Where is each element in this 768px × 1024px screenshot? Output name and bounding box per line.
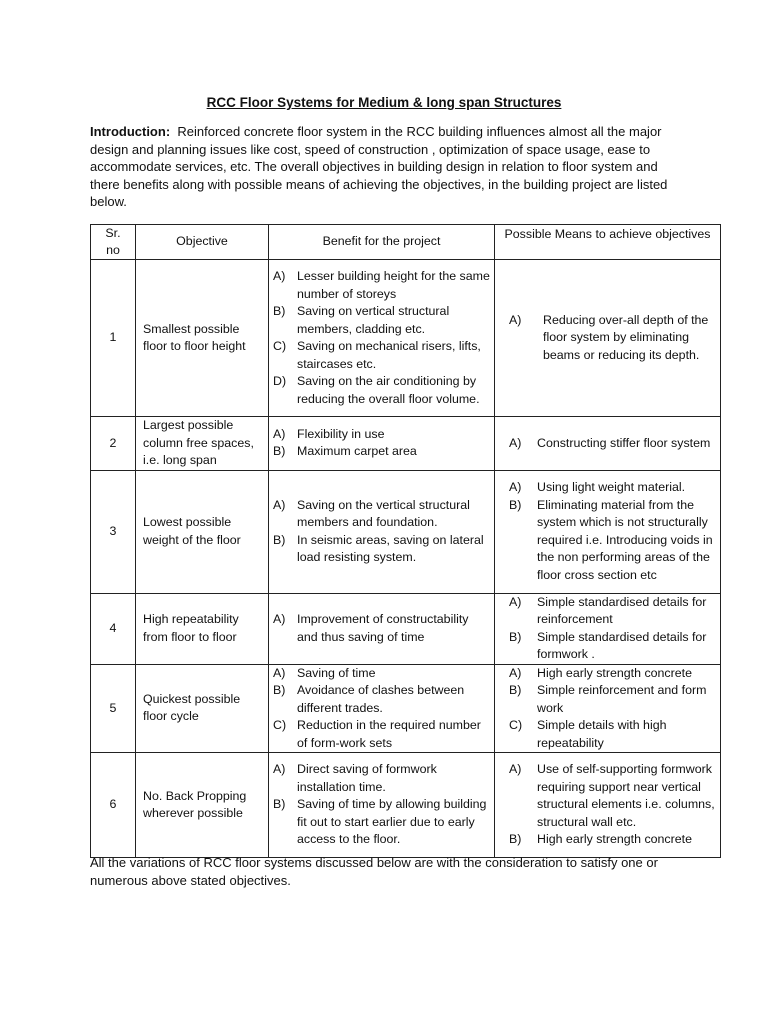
list-item — [509, 479, 718, 497]
list-marker: A) — [273, 497, 286, 512]
list-item — [273, 443, 492, 461]
row-sr-no: 4 — [91, 593, 136, 664]
row-sr-no: 3 — [91, 470, 136, 593]
table-row — [91, 470, 721, 593]
list-marker: B) — [509, 683, 522, 697]
table-header-row — [91, 225, 721, 260]
row-objective: Lowest possible weight of the floor — [136, 470, 269, 593]
list-text: Reduction in the required number of form-work sets — [297, 718, 481, 750]
header-objective: Objective — [136, 225, 269, 260]
list-text: Saving of time by allowing building fit out to start earlier due to early access to the floor. — [297, 797, 487, 847]
header-sr-line2: no — [106, 243, 120, 257]
list-text: Simple reinforcement and form work — [537, 683, 707, 715]
list-marker: A) — [509, 312, 522, 327]
row-benefits — [269, 753, 495, 858]
row-benefits — [269, 664, 495, 753]
row-benefits — [269, 260, 495, 417]
list-item — [509, 831, 718, 849]
table-row — [91, 260, 721, 417]
list-text: Saving on the air conditioning by reducing the overall floor volume. — [297, 374, 480, 406]
row-sr-no: 5 — [91, 664, 136, 753]
list-text: Maximum carpet area — [297, 444, 417, 459]
list-item — [273, 665, 492, 683]
header-sr-no — [91, 225, 136, 260]
list-text: Saving of time — [297, 665, 376, 680]
list-marker: A) — [509, 480, 522, 494]
list-item — [509, 497, 718, 585]
list-marker: D) — [273, 374, 287, 388]
table-body — [91, 260, 721, 858]
row-means — [495, 664, 721, 753]
list-text: Constructing stiffer floor system — [537, 435, 711, 450]
list-item — [509, 761, 718, 831]
list-marker: A) — [509, 435, 522, 450]
list-text: Simple details with high repeatability — [537, 718, 667, 750]
list-marker: B) — [273, 444, 286, 459]
list-marker: B) — [509, 629, 522, 644]
list-marker: A) — [273, 762, 286, 777]
table-row — [91, 753, 721, 858]
list-marker: A) — [273, 612, 286, 626]
list-text: Simple standardised details for reinforcement — [537, 594, 707, 626]
row-means — [495, 260, 721, 417]
list-text: High early strength concrete — [537, 665, 692, 680]
list-item — [509, 594, 718, 629]
list-marker: B) — [509, 497, 522, 512]
row-objective: High repeatability from floor to floor — [136, 593, 269, 664]
list-item — [509, 435, 718, 453]
row-objective: Largest possible column free spaces, i.e. long span — [136, 417, 269, 471]
row-sr-no: 1 — [91, 260, 136, 417]
list-marker: A) — [273, 426, 286, 441]
list-text: Saving on vertical structural members, cladding etc. — [297, 304, 450, 336]
list-marker: A) — [509, 594, 522, 609]
row-sr-no: 2 — [91, 417, 136, 471]
list-marker: A) — [509, 762, 522, 777]
list-marker: B) — [509, 832, 522, 847]
list-marker: A) — [273, 269, 286, 283]
objectives-table — [90, 224, 721, 858]
row-objective: No. Back Propping wherever possible — [136, 753, 269, 858]
list-item — [509, 312, 718, 365]
list-item — [273, 717, 492, 752]
list-item — [509, 717, 718, 752]
list-item — [509, 665, 718, 683]
row-objective: Quickest possible floor cycle — [136, 664, 269, 753]
list-item — [273, 682, 492, 717]
list-item — [273, 796, 492, 849]
list-marker: A) — [509, 665, 522, 680]
list-text: Using light weight material. — [537, 480, 686, 494]
list-marker: C) — [273, 718, 287, 732]
table-row — [91, 593, 721, 664]
row-sr-no: 6 — [91, 753, 136, 858]
list-text: Improvement of constructability and thus saving of time — [297, 612, 469, 644]
table-row — [91, 664, 721, 753]
list-item — [273, 497, 492, 532]
list-item — [273, 426, 492, 444]
list-item — [509, 682, 718, 717]
page-title: RCC Floor Systems for Medium & long span Structures — [206, 95, 562, 110]
header-means: Possible Means to achieve objectives — [495, 225, 721, 260]
list-marker: C) — [509, 718, 523, 732]
row-benefits — [269, 417, 495, 471]
row-means — [495, 593, 721, 664]
list-marker: B) — [273, 532, 286, 547]
list-item — [509, 629, 718, 664]
list-text: Saving on the vertical structural members and foundation. — [297, 497, 470, 529]
list-text: Flexibility in use — [297, 426, 385, 441]
list-text: In seismic areas, saving on lateral load resisting system. — [297, 532, 484, 564]
list-marker: C) — [273, 339, 287, 353]
list-marker: B) — [273, 797, 286, 812]
list-item — [273, 373, 492, 408]
row-means — [495, 753, 721, 858]
list-item — [273, 303, 492, 338]
intro-paragraph — [90, 123, 680, 211]
row-benefits — [269, 470, 495, 593]
list-item — [273, 268, 492, 303]
row-benefits — [269, 593, 495, 664]
list-marker: A) — [273, 665, 286, 680]
list-text: Eliminating material from the system which is not structurally required i.e. Introducing voids in the non performing areas of the floor cross section etc — [537, 497, 713, 582]
row-objective: Smallest possible floor to floor height — [136, 260, 269, 417]
list-item — [273, 761, 492, 796]
list-text: Lesser building height for the same number of storeys — [297, 269, 490, 301]
intro-label: Introduction: — [90, 124, 171, 139]
list-text: Simple standardised details for formwork . — [537, 629, 707, 661]
list-text: Saving on mechanical risers, lifts, staircases etc. — [297, 339, 481, 371]
row-means — [495, 417, 721, 471]
list-item — [273, 611, 492, 646]
list-marker: B) — [273, 304, 286, 318]
list-text: Avoidance of clashes between different trades. — [297, 683, 465, 715]
list-text: High early strength concrete — [537, 832, 692, 847]
list-text: Use of self-supporting formwork requiring support near vertical structural elements i.e. columns, structural wall etc. — [537, 762, 715, 829]
list-text: Direct saving of formwork installation time. — [297, 762, 437, 794]
header-sr-line1: Sr. — [105, 226, 121, 240]
header-benefit: Benefit for the project — [269, 225, 495, 260]
table-row — [91, 417, 721, 471]
row-means — [495, 470, 721, 593]
intro-text: Reinforced concrete floor system in the RCC building influences almost all the major design and planning issues like cost, speed of construction , optimization of space usage, ease to accommodate services, etc. The overall objectives in building design in relation to floor system and there benefits along with possible means of achieving the objectives, in the building project are listed below. — [90, 124, 668, 210]
list-item — [273, 338, 492, 373]
closing-paragraph: All the variations of RCC floor systems discussed below are with the consideration to satisfy one or numerous above stated objectives. — [90, 855, 658, 888]
list-text: Reducing over-all depth of the floor system by eliminating beams or reducing its depth. — [543, 312, 709, 362]
list-marker: B) — [273, 683, 286, 697]
list-item — [273, 532, 492, 567]
